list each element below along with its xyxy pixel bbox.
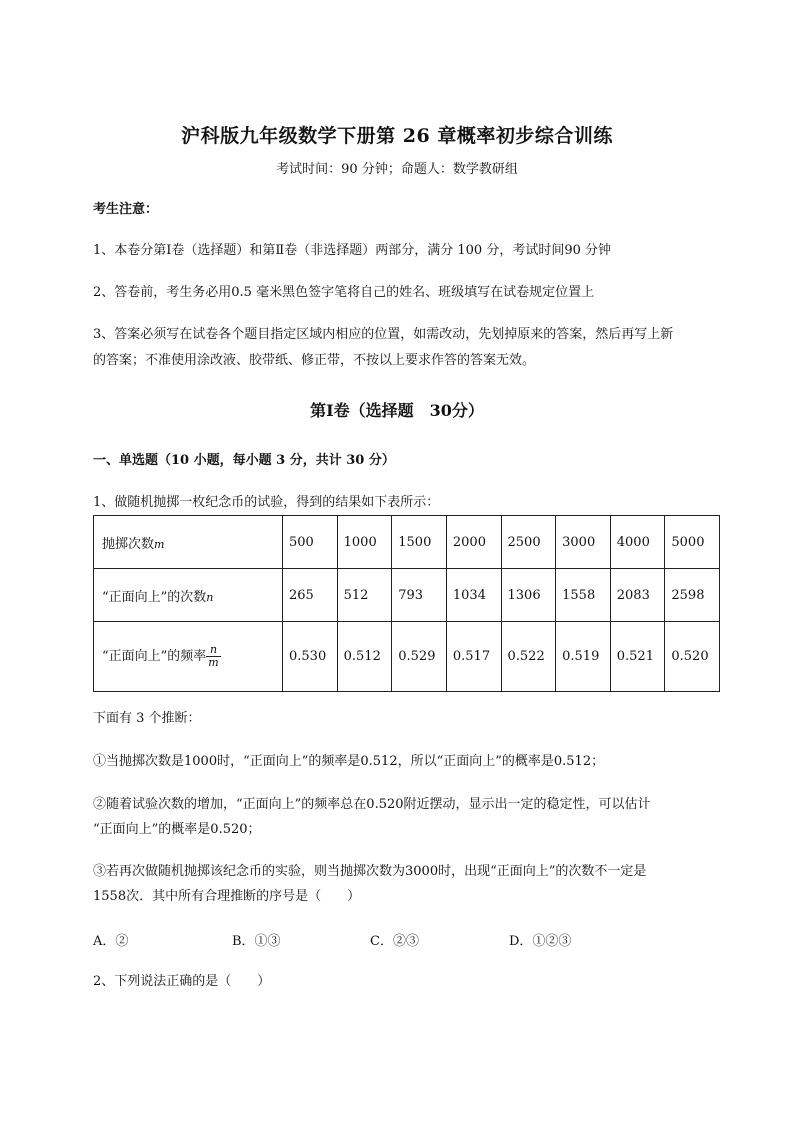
inference-2-cont: “正面向上”的概率是0.520； [93, 822, 261, 837]
table-cell: 265 [283, 569, 338, 622]
notice-item: 3、答案必须写在试卷各个题目指定区域内相应的位置，如需改动，先划掉原来的答案，然后再写上新 [93, 327, 674, 342]
option-b: B．①③ [232, 934, 281, 949]
row-header [94, 569, 283, 622]
notice-heading: 考生注意： [93, 202, 159, 217]
inference-3: ③若再次做随机抛掷该纪念币的实验，则当抛掷次数为3000时，出现“正面向上”的次数不一定是 [93, 864, 647, 879]
table-row [94, 622, 720, 692]
exam-info: 考试时间：90 分钟；命题人：数学教研组 [276, 162, 518, 177]
table-row [94, 516, 720, 569]
table-cell: 1558 [556, 569, 611, 622]
row-label: “正面向上”的频率 [102, 649, 207, 664]
row-header [94, 622, 283, 692]
table-cell: 0.522 [501, 622, 556, 692]
table-cell: 0.517 [446, 622, 501, 692]
variable-n: n [206, 590, 214, 604]
section-title: 第Ⅰ卷（选择题 30分） [310, 401, 484, 420]
table-cell: 1500 [392, 516, 447, 569]
table-cell: 1306 [501, 569, 556, 622]
option-d: D．①②③ [509, 934, 572, 949]
fraction-numerator: n [206, 644, 220, 657]
table-cell: 793 [392, 569, 447, 622]
option-a: A．② [93, 934, 129, 949]
inference-3-cont: 1558次．其中所有合理推断的序号是（ ） [93, 889, 361, 904]
table-cell: 512 [337, 569, 392, 622]
table-row [94, 569, 720, 622]
notice-item: 1、本卷分第Ⅰ卷（选择题）和第Ⅱ卷（非选择题）两部分，满分 100 分，考试时间90 分钟 [93, 243, 611, 258]
variable-m: m [154, 537, 165, 551]
table-cell: 500 [283, 516, 338, 569]
table-cell: 0.520 [665, 622, 720, 692]
page-title: 沪科版九年级数学下册第 26 章概率初步综合训练 [181, 125, 613, 147]
table-cell: 0.529 [392, 622, 447, 692]
table-cell: 1034 [446, 569, 501, 622]
option-c: C．②③ [370, 934, 419, 949]
inference-1: ①当抛掷次数是1000时，“正面向上”的频率是0.512，所以“正面向上”的概率是0.512； [93, 754, 605, 769]
table-cell: 2598 [665, 569, 720, 622]
table-cell: 2500 [501, 516, 556, 569]
row-label: 抛掷次数 [102, 536, 155, 552]
table-cell: 0.519 [556, 622, 611, 692]
table-cell: 0.512 [337, 622, 392, 692]
table-cell: 5000 [665, 516, 720, 569]
part-heading: 一、单选题（10 小题，每小题 3 分，共计 30 分） [93, 453, 395, 468]
table-cell: 0.521 [610, 622, 665, 692]
inference-lead: 下面有 3 个推断： [93, 711, 201, 726]
fraction-denominator: m [208, 656, 219, 669]
table-cell: 2000 [446, 516, 501, 569]
question-1-stem: 1、做随机抛掷一枚纪念币的试验，得到的结果如下表所示： [93, 495, 440, 510]
table-cell: 1000 [337, 516, 392, 569]
notice-item: 2、答卷前，考生务必用0.5 毫米黑色签字笔将自己的姓名、班级填写在试卷规定位置上 [93, 285, 595, 300]
row-label: “正面向上”的次数 [102, 589, 207, 605]
table-cell: 4000 [610, 516, 665, 569]
table-cell: 2083 [610, 569, 665, 622]
question-2-stem: 2、下列说法正确的是（ ） [93, 974, 271, 989]
table-cell: 0.530 [283, 622, 338, 692]
fraction-n-over-m [206, 644, 220, 669]
coin-toss-table [93, 515, 720, 692]
table-cell: 3000 [556, 516, 611, 569]
inference-2: ②随着试验次数的增加，“正面向上”的频率总在0.520附近摆动，显示出一定的稳定性，可以估计 [93, 797, 651, 812]
notice-item: 的答案；不准使用涂改液、胶带纸、修正带，不按以上要求作答的答案无效。 [93, 353, 536, 368]
row-header [94, 516, 283, 569]
